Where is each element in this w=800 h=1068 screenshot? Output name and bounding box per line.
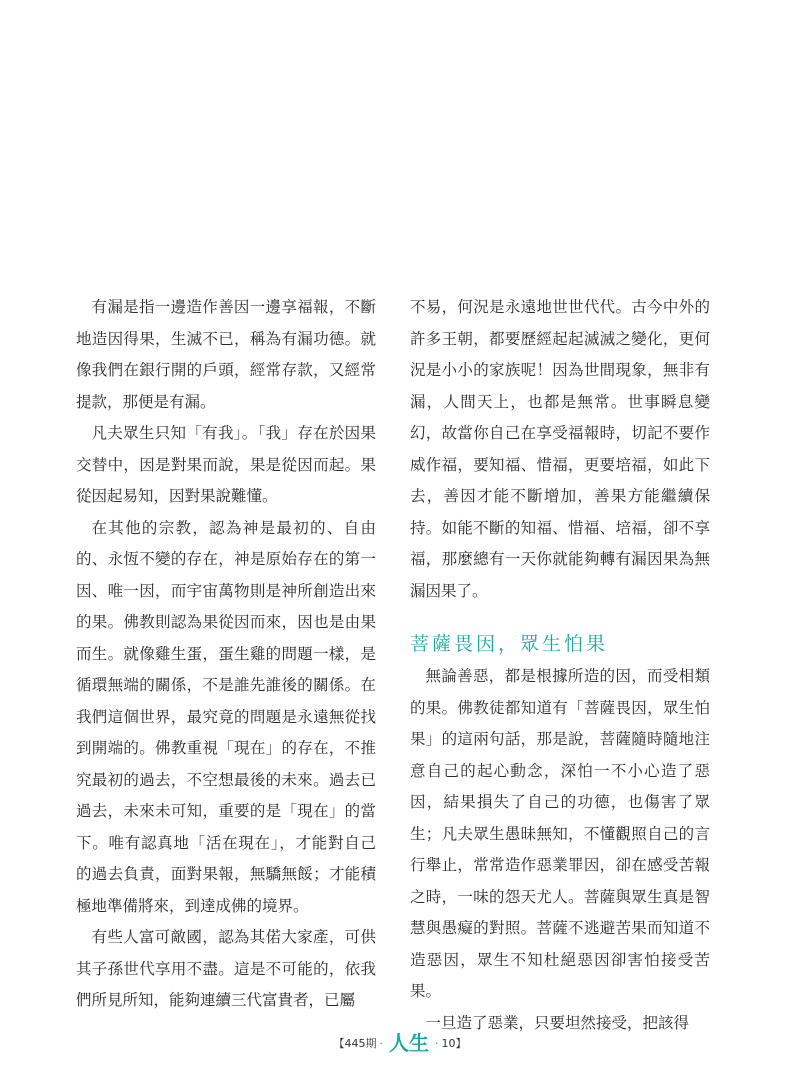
dot-separator-icon: ·: [379, 1037, 383, 1050]
body-paragraph: 一旦造了惡業，只要坦然接受，把該得: [425, 1013, 690, 1032]
issue-number: 445期: [344, 1037, 377, 1050]
right-text-column: [410, 292, 710, 1039]
magazine-logo: 人生: [389, 1031, 429, 1055]
page-footer: [0, 1027, 800, 1056]
left-text-column: [76, 292, 376, 1017]
body-paragraph: 有些人富可敵國，認為其偌大家產，可供其子孫世代享用不盡。這是不可能的，依我們所見所知，能夠連續三代富貴者，已屬: [76, 928, 376, 1009]
page-number: 10: [441, 1037, 456, 1050]
footer-bracket-right: 】: [455, 1037, 467, 1050]
body-paragraph: 凡夫眾生只知「有我」。「我」存在於因果交替中，因是對果而說，果是從因而起。果從因起易知，因對果說難懂。: [76, 424, 376, 505]
body-paragraph: 在其他的宗教，認為神是最初的、自由的、永恆不變的存在，神是原始存在的第一因、唯一因，而宇宙萬物則是神所創造出來的果。佛教則認為果從因而來，因也是由果而生。就像雞生蛋，蛋生雞的問題一樣，是循環無端的關係，不是誰先誰後的關係。在我們這個世界，最究竟的問題是永遠無從找到開端的。佛教重視「現在」的存在，不推究最初的過去，不空想最後的未來。過去已過去，未來未可知，重要的是「現在」的當下。唯有認真地「活在現在」，才能對自己的過去負責，面對果報，無驕無餒；才能積極地準備將來，到達成佛的境界。: [76, 518, 376, 915]
body-paragraph: 有漏是指一邊造作善因一邊享福報，不斷地造因得果，生滅不已，稱為有漏功德。就像我們在銀行開的戶頭，經常存款，又經常提款，那便是有漏。: [76, 298, 376, 411]
dot-separator-icon: ·: [435, 1037, 439, 1050]
body-paragraph: 無論善惡，都是根據所造的因，而受相類的果。佛教徒都知道有「菩薩畏因，眾生怕果」的這兩句話，那是說，菩薩隨時隨地注意自己的起心動念，深怕一不小心造了惡因，結果損失了自己的功德，也傷害了眾生；凡夫眾生愚昧無知，不懂觀照自己的言行舉止，常常造作惡業罪因，卻在感受苦報之時，一味的怨天尤人。菩薩與眾生真是智慧與愚癡的對照。菩薩不逃避苦果而知道不造惡因，眾生不知杜絕惡因卻害怕接受苦果。: [410, 667, 710, 1000]
footer-bracket-left: 【: [333, 1037, 345, 1050]
section-heading: 菩薩畏因，眾生怕果: [410, 633, 609, 655]
continued-paragraph: 不易，何況是永遠地世世代代。古今中外的許多王朝，都要歷經起起滅滅之變化，更何況是小小的家族呢！因為世間現象，無非有漏，人間天上，也都是無常。世事瞬息變幻，故當你自己在享受福報時，切記不要作威作福，要知福、惜福，更要培福，如此下去，善因才能不斷增加，善果方能繼續保持。如能不斷的知福、惜福、培福，卻不享福，那麼總有一天你就能夠轉有漏因果為無漏因果了。: [410, 298, 710, 600]
